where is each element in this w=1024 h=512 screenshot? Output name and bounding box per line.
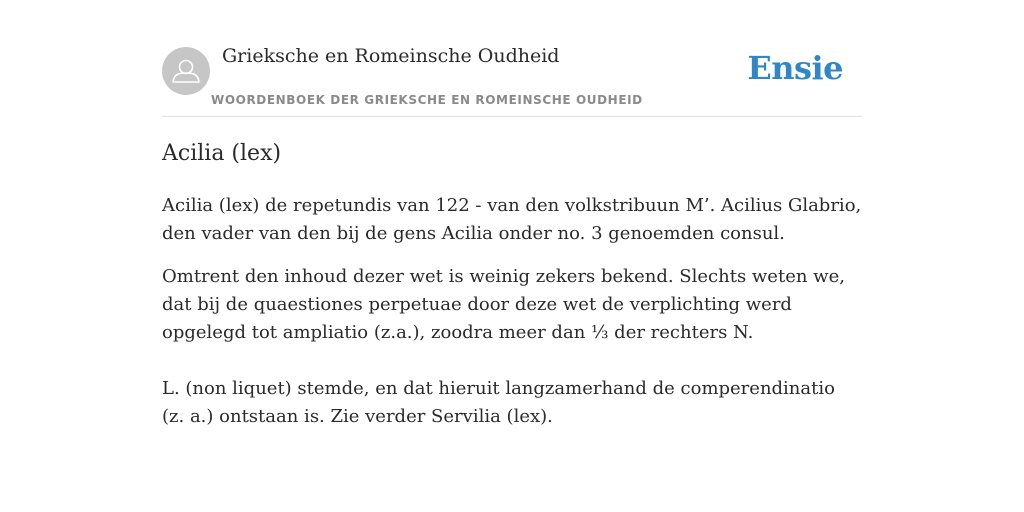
entry-paragraph: L. (non liquet) stemde, en dat hieruit langzamerhand de comperendinatio (z. a.) ontstaan is. Zie verder Servilia (lex). <box>162 378 835 427</box>
brand-logo-link[interactable]: Ensie <box>747 49 843 87</box>
header <box>162 40 862 117</box>
entry-paragraph: Acilia (lex) de repetundis van 122 - van den volkstribuun M’. Acilius Glabrio, den vader van den bij de gens Acilia onder no. 3 genoemden consul. <box>162 195 862 244</box>
avatar[interactable] <box>162 47 210 95</box>
source-title-link[interactable]: Grieksche en Romeinsche Oudheid <box>222 45 560 67</box>
entry-content <box>162 138 862 446</box>
entry-title: Acilia (lex) <box>162 141 282 166</box>
source-subtitle: WOORDENBOEK DER GRIEKSCHE EN ROMEINSCHE OUDHEID <box>211 93 643 107</box>
user-icon <box>162 47 210 95</box>
entry-paragraph: Omtrent den inhoud dezer wet is weinig zekers bekend. Slechts weten we, dat bij de quaestiones perpetuae door deze wet de verplichting werd opgelegd tot ampliatio (z.a.), zoodra meer dan ⅓ der rechters N. <box>162 266 845 343</box>
